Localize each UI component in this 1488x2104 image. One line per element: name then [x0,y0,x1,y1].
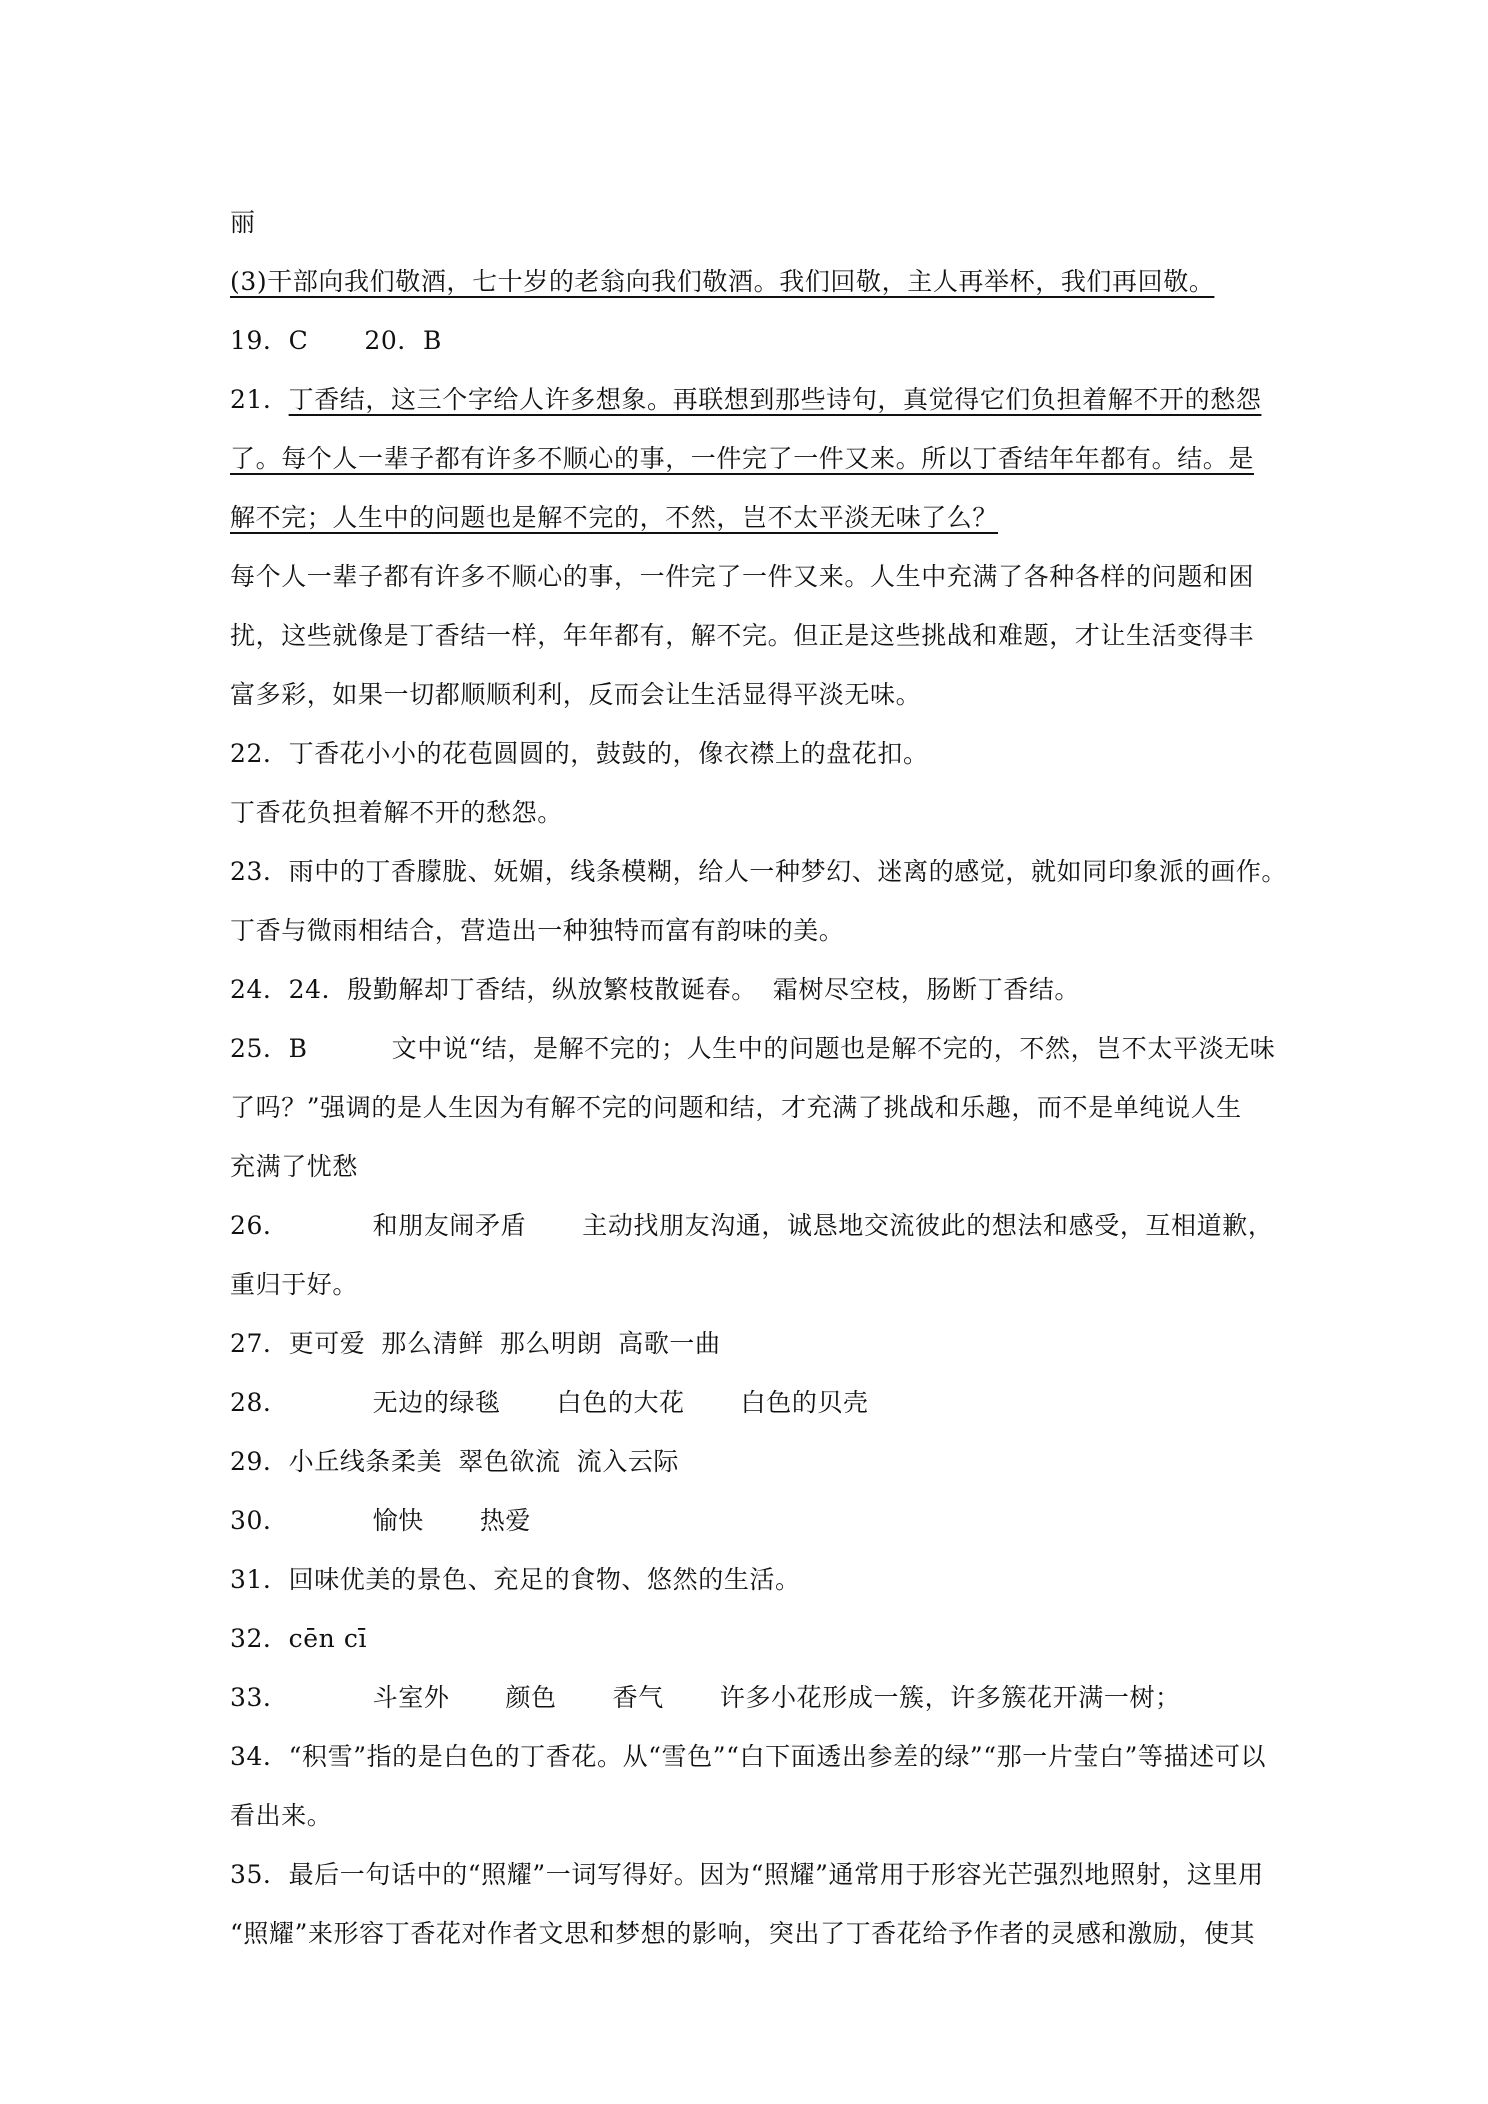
text-line: 看出来。 [230,1801,333,1830]
answer-part: 颜色 [505,1683,557,1712]
answer-part: 那么清鲜 [381,1329,484,1358]
text-line: 了吗？”强调的是人生因为有解不完的问题和结，才充满了挑战和乐趣，而不是单纯说人生 [230,1093,1242,1122]
answer-part: 许多小花形成一簇，许多簇花开满一树； [719,1683,1181,1712]
answer-25 [230,1019,1276,1078]
answer-part: 那么明朗 [499,1329,603,1358]
text-line: 扰，这些就像是丁香结一样，年年都有，解不完。但正是这些挑战和难题，才让生活变得丰 [230,621,1255,650]
answer-part: 热爱 [479,1506,532,1535]
answer-part: 流入云际 [576,1447,680,1476]
question-number: 26． [230,1211,289,1240]
answer-28 [230,1373,1270,1432]
answer-part: 愉快 [372,1506,424,1535]
underlined-quote-line: 了。每个人一辈子都有许多不顺心的事，一件完了一件又来。所以丁香结年年都有。结。是 [230,444,1255,473]
answer-part: 白色的大花 [556,1388,685,1417]
question-number: 30． [230,1506,289,1535]
answer-part: 无边的绿毯 [372,1388,501,1417]
answer-part: 和朋友闹矛盾 [372,1211,527,1240]
answer-19-20 [230,311,1270,370]
underlined-answer-line: (3)干部向我们敬酒，七十岁的老翁向我们敬酒。我们回敬，主人再举杯，我们再回敬。 [230,267,1215,296]
answer-23: 23．雨中的丁香朦胧、妩媚，线条模糊，给人一种梦幻、迷离的感觉，就如同印象派的画作。 [230,857,1288,886]
explanation: 文中说“结，是解不完的；人生中的问题也是解不完的，不然，岂不太平淡无味 [391,1034,1276,1063]
text-line: 富多彩，如果一切都顺顺利利，反而会让生活显得平淡无味。 [230,680,922,709]
poem-line-2: 霜树尽空枝，肠断丁香结。 [772,975,1081,1004]
answer-part: 主动找朋友沟通，诚恳地交流彼此的想法和感受，互相道歉， [582,1211,1274,1240]
answer-part: 白色的贝壳 [740,1388,869,1417]
answer-part: 27．更可爱 [230,1329,366,1358]
answer-29 [230,1432,1270,1491]
underlined-quote: 丁香结，这三个字给人许多想象。再联想到那些诗句，真觉得它们负担着解不开的愁怨 [288,385,1262,414]
answer-choice: 25．B [230,1034,308,1063]
text-line: 每个人一辈子都有许多不顺心的事，一件完了一件又来。人生中充满了各种各样的问题和困 [230,562,1255,591]
answer-part: 翠色欲流 [458,1447,561,1476]
answer-part: 香气 [612,1683,664,1712]
answer-20: 20．B [364,326,442,355]
answer-32: 32．cēn cī [230,1624,368,1653]
answer-31: 31．回味优美的景色、充足的食物、悠然的生活。 [230,1565,801,1594]
answer-part: 29．小丘线条柔美 [230,1447,443,1476]
answer-part: 斗室外 [372,1683,450,1712]
question-number: 28． [230,1388,289,1417]
text-line: 丁香与微雨相结合，营造出一种独特而富有韵味的美。 [230,916,845,945]
answer-22: 22．丁香花小小的花苞圆圆的，鼓鼓的，像衣襟上的盘花扣。 [230,739,929,768]
answer-35: 35．最后一句话中的“照耀”一词写得好。因为“照耀”通常用于形容光芒强烈地照射，这里用 [230,1860,1264,1889]
poem-line-1: 24．24．殷勤解却丁香结，纵放繁枝散诞春。 [230,975,757,1004]
answer-34: 34．“积雪”指的是白色的丁香花。从“雪色”“白下面透出参差的绿”“那一片莹白”等描述可以 [230,1742,1267,1771]
answer-26 [230,1196,1274,1255]
question-number: 21． [230,385,289,414]
answer-33 [230,1668,1270,1727]
text-line: “照耀”来形容丁香花对作者文思和梦想的影响，突出了丁香花给予作者的灵感和激励，使其 [230,1919,1256,1948]
answer-27 [230,1314,1270,1373]
answer-21-line-1 [230,370,1270,429]
answer-part: 高歌一曲 [618,1329,721,1358]
underlined-quote-line: 解不完；人生中的问题也是解不完的，不然，岂不太平淡无味了么？ [230,503,999,532]
answer-30 [230,1491,1270,1550]
text-line: 重归于好。 [230,1270,359,1299]
text-line: 充满了忧愁 [230,1152,359,1181]
question-number: 33． [230,1683,289,1712]
text-line: 丽 [230,208,256,237]
text-line: 丁香花负担着解不开的愁怨。 [230,798,563,827]
answer-19: 19．C [230,326,309,355]
answer-24 [230,960,1270,1019]
document-page [230,193,1288,1963]
